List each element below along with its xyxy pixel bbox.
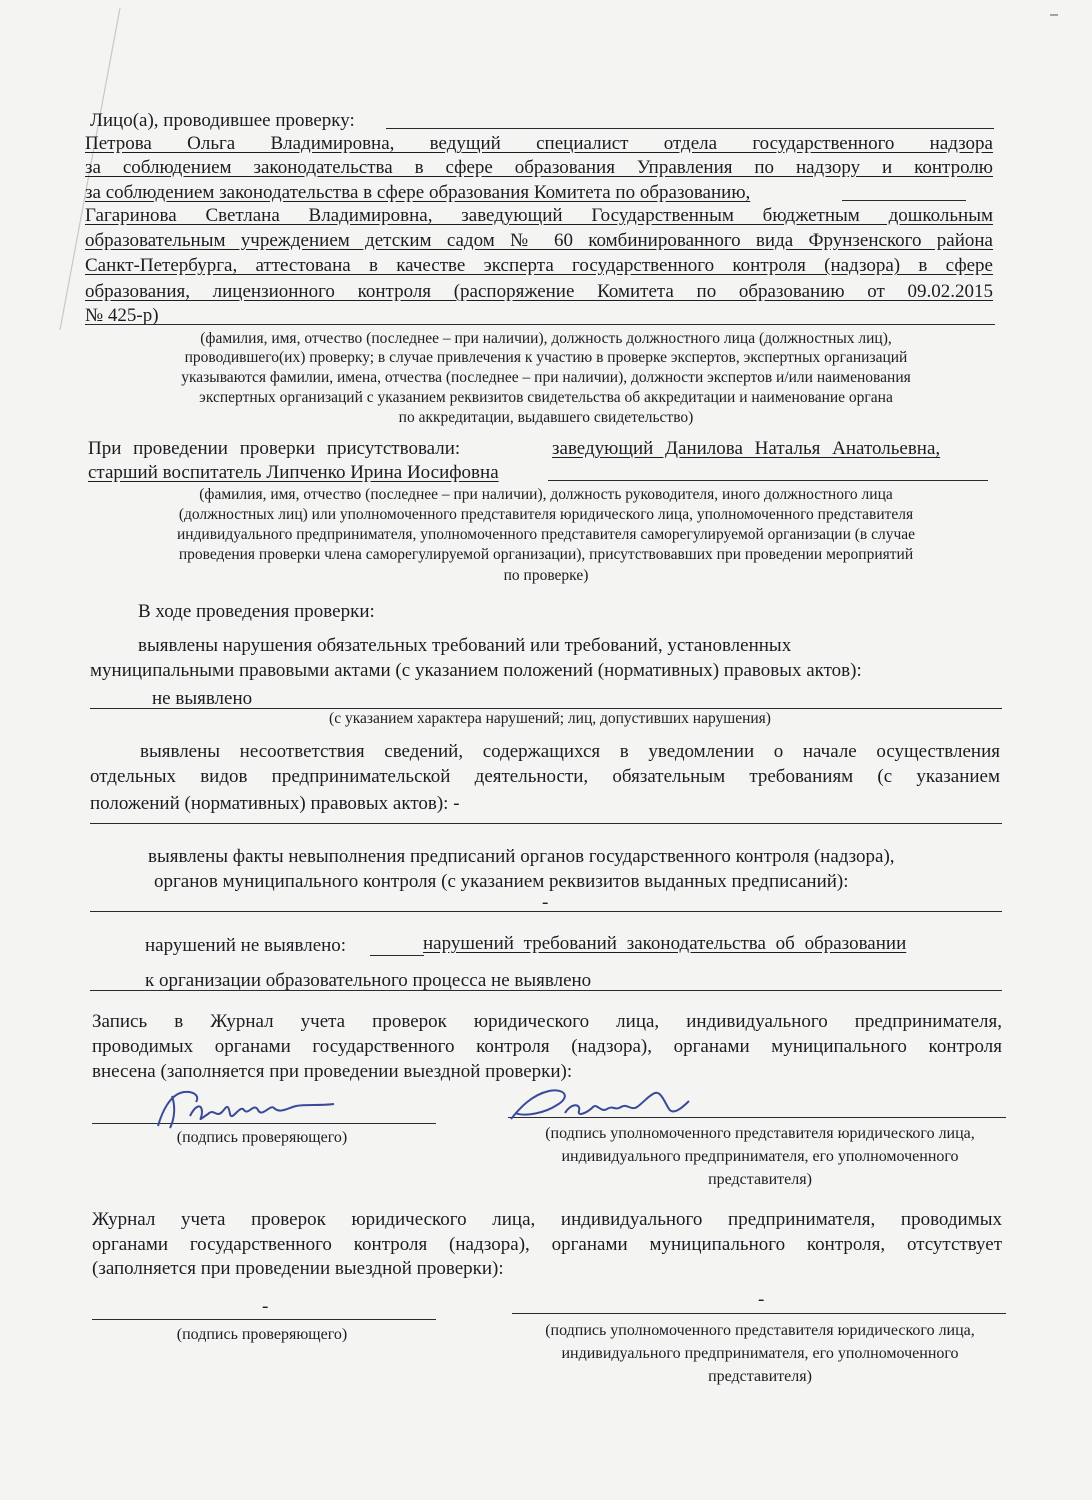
journal-absent-text: органами государственного контроля (надзора), органами муниципального контроля, отсутствует bbox=[92, 1234, 1002, 1255]
no-violations-value: к организации образовательного процесса не выявлено bbox=[145, 970, 592, 991]
journal-absent-text: (заполняется при проведении выездной проверки): bbox=[92, 1258, 504, 1279]
rule-line bbox=[85, 324, 995, 325]
rule-line bbox=[90, 823, 1002, 824]
no-violations-value: нарушений требований законодательства об образовании bbox=[423, 933, 907, 954]
present-value: старший воспитатель Липченко Ирина Иосифовна bbox=[88, 462, 499, 483]
inspector-line: Петрова Ольга Владимировна, ведущий специалист отдела государственного надзора bbox=[85, 133, 993, 154]
signature-value-inspector: - bbox=[262, 1296, 269, 1317]
inspectors-note: указываются фамилии, имена, отчества (последнее – при наличии), должности экспертов и/или наименования bbox=[181, 369, 911, 386]
inspectors-note: экспертных организаций с указанием реквизитов свидетельства об аккредитации и наименование органа bbox=[199, 389, 893, 406]
signature-line-representative bbox=[512, 1313, 1006, 1314]
inspector-line: № 425-р) bbox=[85, 305, 159, 326]
signature-value-representative: - bbox=[758, 1289, 765, 1310]
journal-absent-text: Журнал учета проверок юридического лица, индивидуального предпринимателя, проводимых bbox=[92, 1209, 1002, 1230]
inspectors-label: Лицо(а), проводившее проверку: bbox=[90, 110, 355, 131]
violations-value: не выявлено bbox=[152, 688, 253, 709]
inspectors-note: проводившего(их) проверку; в случае привлечения к участию в проверке экспертов, экспертных организаций bbox=[184, 349, 908, 366]
inspector-line: Санкт-Петербурга, аттестована в качестве эксперта государственного контроля (надзора) в сфере bbox=[85, 255, 993, 276]
present-note: (должностных лиц) или уполномоченного представителя юридического лица, уполномоченного представителя bbox=[178, 506, 914, 523]
inspectors-note: по аккредитации, выдавшего свидетельство) bbox=[398, 409, 694, 426]
present-note: (фамилия, имя, отчество (последнее – при наличии), должность руководителя, иного должностного лица bbox=[199, 486, 893, 503]
signature-caption-representative: (подпись уполномоченного представителя юридического лица, bbox=[545, 1322, 975, 1339]
inspector-line: Гагаринова Светлана Владимировна, заведующий Государственным бюджетным дошкольным bbox=[85, 205, 993, 226]
no-violations-label: нарушений не выявлено: bbox=[145, 935, 347, 956]
orders-text: органов муниципального контроля (с указанием реквизитов выданных предписаний): bbox=[154, 871, 849, 892]
inspector-line: за соблюдением законодательства в сфере образования Управления по надзору и контролю bbox=[85, 157, 993, 178]
rule-line bbox=[370, 955, 424, 956]
signature-line-inspector bbox=[92, 1319, 436, 1320]
violations-text: муниципальными правовыми актами (с указанием положений (нормативных) правовых актов): bbox=[90, 660, 862, 681]
rule-line bbox=[386, 128, 994, 129]
violations-note: (с указанием характера нарушений; лиц, допустивших нарушения) bbox=[329, 710, 771, 727]
journal-entry-text: проводимых органами государственного контроля (надзора), органами муниципального контроля bbox=[92, 1036, 1002, 1057]
inspector-line: за соблюдением законодательства в сфере образования Комитета по образованию, bbox=[85, 182, 751, 203]
inspector-line: образовательным учреждением детским садом № 60 комбинированного вида Фрунзенского района bbox=[85, 230, 993, 251]
present-value: заведующий Данилова Наталья Анатольевна, bbox=[552, 438, 941, 459]
findings-heading: В ходе проведения проверки: bbox=[138, 601, 375, 622]
rule-line bbox=[842, 200, 966, 201]
orders-value: - bbox=[542, 892, 549, 913]
signature-caption-inspector: (подпись проверяющего) bbox=[176, 1326, 348, 1343]
inspector-line: образования, лицензионного контроля (распоряжение Комитета по образованию от 09.02.2015 bbox=[85, 281, 993, 302]
signature-caption-representative: представителя) bbox=[708, 1171, 812, 1188]
signature-caption-inspector: (подпись проверяющего) bbox=[176, 1129, 348, 1146]
signature-caption-representative: (подпись уполномоченного представителя юридического лица, bbox=[545, 1125, 975, 1142]
present-label: При проведении проверки присутствовали: bbox=[88, 438, 461, 459]
signature-caption-representative: индивидуального предпринимателя, его уполномоченного bbox=[561, 1148, 959, 1165]
present-note: индивидуального предпринимателя, уполномоченного представителя саморегулируемой организации (в случае bbox=[176, 526, 916, 543]
journal-entry-text: Запись в Журнал учета проверок юридического лица, индивидуального предпринимателя, bbox=[92, 1011, 1002, 1032]
present-note: проведения проверки члена саморегулируемой организации), присутствовавших при проведении мероприятий bbox=[178, 546, 914, 563]
inspectors-note: (фамилия, имя, отчество (последнее – при наличии), должность должностного лица (должностных лиц), bbox=[200, 330, 892, 347]
mismatch-text: отдельных видов предпринимательской деятельности, обязательным требованиям (с указанием bbox=[90, 766, 1000, 787]
inspector-signature-image bbox=[150, 1082, 340, 1134]
orders-text: выявлены факты невыполнения предписаний органов государственного контроля (надзора), bbox=[148, 846, 895, 867]
journal-entry-text: внесена (заполняется при проведении выездной проверки): bbox=[92, 1061, 573, 1082]
violations-text: выявлены нарушения обязательных требований или требований, установленных bbox=[138, 635, 792, 656]
mismatch-text: положений (нормативных) правовых актов): - bbox=[90, 793, 460, 814]
rule-line bbox=[90, 911, 1002, 912]
mismatch-text: выявлены несоответствия сведений, содержащихся в уведомлении о начале осуществления bbox=[140, 741, 1000, 762]
signature-caption-representative: представителя) bbox=[708, 1368, 812, 1385]
present-note: по проверке) bbox=[503, 567, 589, 584]
rule-line bbox=[548, 480, 988, 481]
rule-line bbox=[90, 990, 1002, 991]
representative-signature-image bbox=[505, 1083, 695, 1128]
signature-caption-representative: индивидуального предпринимателя, его уполномоченного bbox=[561, 1345, 959, 1362]
